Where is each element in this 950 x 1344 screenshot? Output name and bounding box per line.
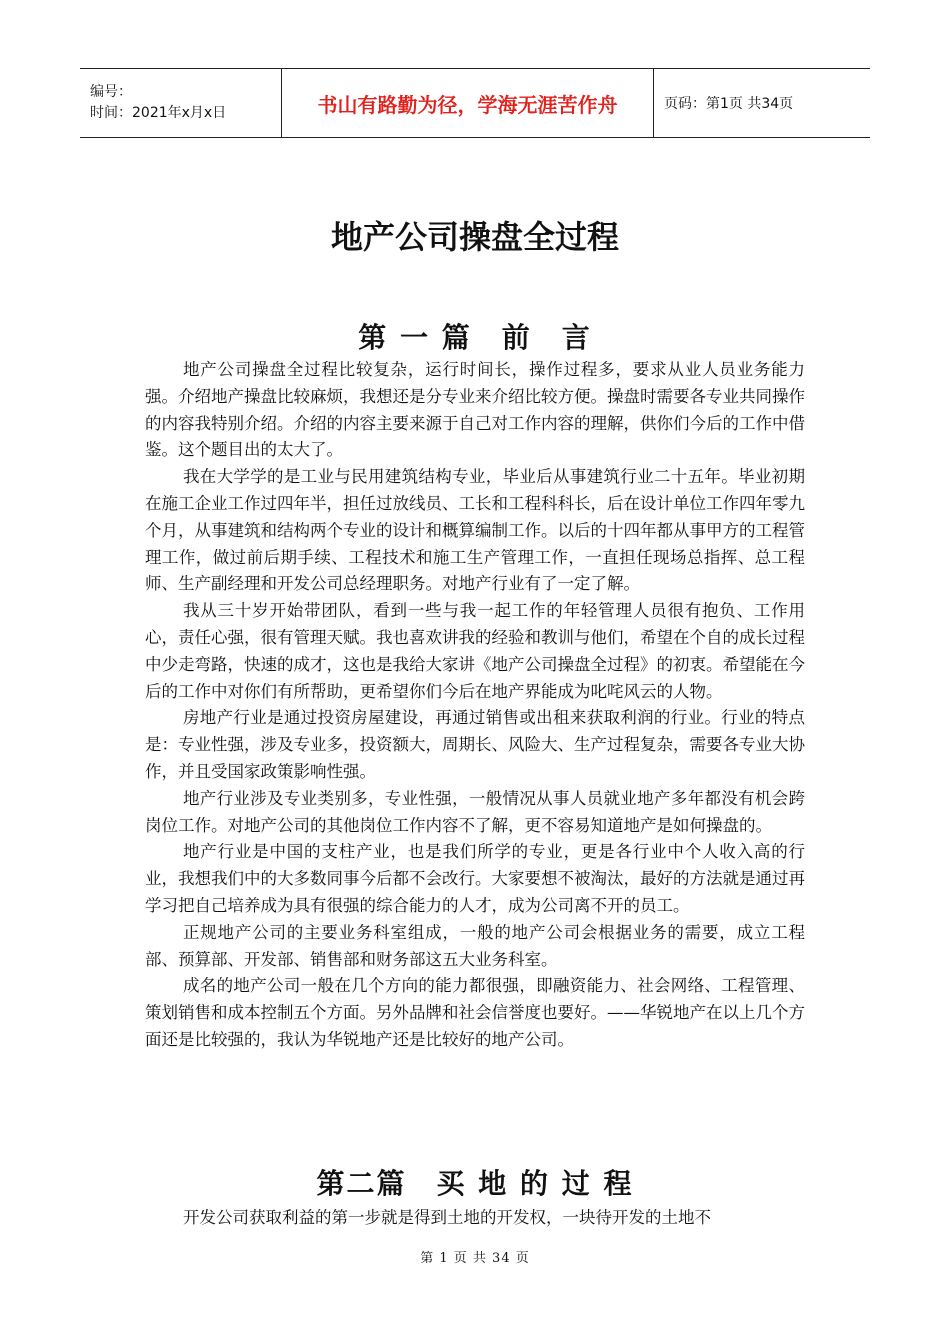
- section-2-body: [145, 1205, 805, 1232]
- paragraph: 地产公司操盘全过程比较复杂，运行时间长，操作过程多，要求从业人员业务能力强。介绍地产操盘比较麻烦，我想还是分专业来介绍比较方便。操盘时需要各专业共同操作的内容我特别介绍。介绍的内容主要来源于自己对工作内容的理解，供你们今后的工作中借鉴。这个题目出的太大了。: [145, 360, 805, 460]
- header-table: [80, 68, 870, 138]
- section-2-heading: 第二篇 买 地 的 过 程: [316, 1167, 634, 1200]
- paragraph: 地产行业涉及专业类别多，专业性强，一般情况从事人员就业地产多年都没有机会跨岗位工作。对地产公司的其他岗位工作内容不了解，更不容易知道地产是如何操盘的。: [145, 788, 805, 835]
- header-time-label: 时间：2021年x月x日: [90, 105, 227, 121]
- header-number-label: 编号：: [90, 84, 132, 100]
- document-title: 地产公司操盘全过程: [330, 218, 619, 256]
- header-motto-cell: [282, 69, 654, 137]
- page-footer: 第 1 页 共 34 页: [420, 1251, 530, 1266]
- paragraph: 地产行业是中国的支柱产业，也是我们所学的专业，更是各行业中个人收入高的行业，我想我们中的大多数同事今后都不会改行。大家要想不被淘汰，最好的方法就是通过再学习把自己培养成为具有很强的综合能力的人才，成为公司离不开的员工。: [145, 842, 805, 915]
- paragraph: 正规地产公司的主要业务科室组成，一般的地产公司会根据业务的需要，成立工程部、预算部、开发部、销售部和财务部这五大业务科室。: [145, 922, 805, 969]
- header-motto: 书山有路勤为径，学海无涯苦作舟: [317, 92, 618, 117]
- section-1-body: [145, 357, 805, 1054]
- header-page-cell: [654, 69, 870, 137]
- paragraph: 房地产行业是通过投资房屋建设，再通过销售或出租来获取利润的行业。行业的特点是：专业性强，涉及专业多，投资额大，周期长、风险大、生产过程复杂，需要各专业大协作，并且受国家政策影响性强。: [145, 708, 805, 781]
- paragraph: 成名的地产公司一般在几个方向的能力都很强，即融资能力、社会网络、工程管理、策划销售和成本控制五个方面。另外品牌和社会信誉度也要好。——华锐地产在以上几个方面还是比较强的，我认为华锐地产还是比较好的地产公司。: [145, 976, 805, 1049]
- paragraph: 我在大学学的是工业与民用建筑结构专业，毕业后从事建筑行业二十五年。毕业初期在施工企业工作过四年半，担任过放线员、工长和工程科科长，后在设计单位工作四年零九个月，从事建筑和结构两个专业的设计和概算编制工作。以后的十四年都从事甲方的工程管理工作，做过前后期手续、工程技术和施工生产管理工作，一直担任现场总指挥、总工程师、生产副经理和开发公司总经理职务。对地产行业有了一定了解。: [145, 467, 805, 594]
- paragraph: 我从三十岁开始带团队，看到一些与我一起工作的年轻管理人员很有抱负、工作用心，责任心强，很有管理天赋。我也喜欢讲我的经验和教训与他们，希望在个自的成长过程中少走弯路，快速的成才，这也是我给大家讲《地产公司操盘全过程》的初衷。希望能在今后的工作中对你们有所帮助，更希望你们今后在地产界能成为叱咤风云的人物。: [145, 601, 805, 701]
- header-info-cell: [80, 69, 282, 137]
- header-page-label: 页码：第1页 共34页: [664, 96, 794, 112]
- section-1-heading: 第 一 篇 前 言: [358, 321, 592, 354]
- paragraph: 开发公司获取利益的第一步就是得到土地的开发权，一块待开发的土地不: [182, 1208, 711, 1227]
